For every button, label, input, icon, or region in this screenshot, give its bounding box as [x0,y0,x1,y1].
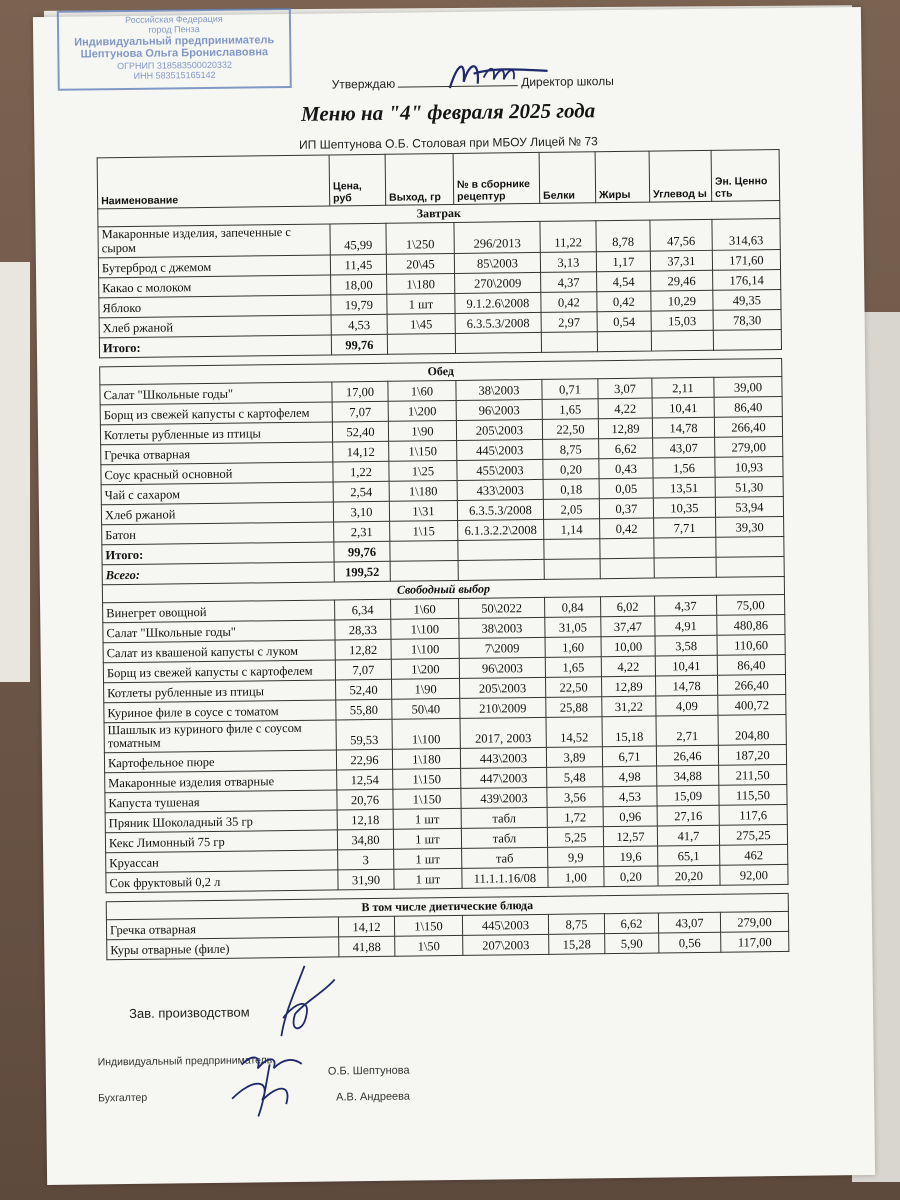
cell-name: Кекс Лимонный 75 гр [105,830,337,853]
cell-yield: 1\200 [388,400,456,421]
cell-price: 59,53 [336,719,392,750]
cell-yield: 1\25 [389,460,457,481]
cell-price: 52,40 [336,679,392,700]
ip-signature [221,1034,322,1119]
cell-protein: 9,9 [548,847,604,868]
cell-energy: 400,72 [718,694,786,715]
cell-yield: 1\100 [391,618,459,639]
cell-fat: 4,22 [601,656,655,677]
cell-price: 28,33 [335,619,391,640]
cell-carbs: 2,11 [652,377,714,398]
empty-cell [544,538,600,559]
empty-cell [544,558,600,579]
cell-carbs: 14,78 [652,417,714,438]
header-yield: Выход, гр [385,153,454,205]
cell-recipe: 270\2009 [455,272,541,293]
cell-fat: 4,54 [597,271,651,292]
empty-cell [541,331,597,352]
cell-energy: 266,40 [717,674,785,695]
cell-name: Котлеты рубленные из птицы [100,421,332,444]
cell-recipe: 455\2003 [457,459,543,480]
empty-cell [651,330,713,351]
cell-price: 7,07 [335,659,391,680]
empty-cell [387,333,455,354]
approval-role: Директор школы [521,74,614,90]
cell-protein: 1,65 [542,398,598,419]
cell-price: 17,00 [332,381,388,402]
cell-price: 22,96 [336,749,392,770]
cell-energy: 39,30 [716,516,784,537]
cell-recipe: 85\2003 [454,252,540,273]
cell-fat: 5,90 [605,933,659,954]
cell-recipe: 11.1.1.16/08 [462,867,548,888]
cell-recipe: 439\2003 [461,787,547,808]
cell-price: 14,12 [338,916,394,937]
cell-fat: 12,89 [601,676,655,697]
cell-recipe: 6.3.5.3/2008 [455,312,541,333]
cell-protein: 15,28 [549,934,605,955]
cell-price: 12,82 [335,639,391,660]
cell-fat: 0,42 [597,291,651,312]
empty-cell [600,538,654,559]
cell-protein: 14,52 [546,716,602,747]
cell-price: 11,45 [330,254,386,275]
total-value: 99,76 [334,541,390,562]
cell-name: Макаронные изделия отварные [105,770,337,793]
cell-fat: 19,6 [604,846,658,867]
cell-protein: 2,97 [541,311,597,332]
section-label: Свободный выбор [102,576,784,602]
cell-name: Пряник Шоколадный 35 гр [105,810,337,833]
cell-yield: 1\180 [389,480,457,501]
cell-fat: 3,07 [598,378,652,399]
cell-yield: 50\40 [392,698,460,719]
cell-energy: 115,50 [719,784,787,805]
ip-label: Индивидуальный предприниматель [97,1054,273,1069]
cell-energy: 462 [720,844,788,865]
cell-name: Сок фруктовый 0,2 л [106,870,338,893]
cell-recipe: 296/2013 [454,221,540,253]
cell-yield: 1 шт [394,848,462,869]
cell-fat: 8,78 [596,220,650,251]
cell-energy: 92,00 [720,864,788,885]
table-header [97,149,780,208]
cell-fat: 31,22 [602,696,656,717]
section-label: Обед [100,358,782,384]
cell-name: Чай с сахаром [101,481,333,504]
approval-label: Утверждаю [331,76,396,92]
cell-name: Гречка отварная [106,917,338,940]
menu-sheet [33,7,875,1185]
empty-cell [654,557,716,578]
cell-price: 3 [338,849,394,870]
cell-fat: 6,62 [599,438,653,459]
cell-yield: 1\180 [387,273,455,294]
cell-fat: 0,96 [603,806,657,827]
cell-name: Какао с молоком [99,274,331,297]
cell-price: 45,99 [330,223,386,254]
cell-energy: 176,14 [713,269,781,290]
empty-cell [458,539,544,560]
cell-name: Борщ из свежей капусты с картофелем [100,401,332,424]
cell-recipe: 50\2022 [459,597,545,618]
cell-carbs: 2,71 [656,715,718,746]
section-label: В том числе диетические блюда [106,893,788,919]
cell-protein: 0,84 [545,596,601,617]
stamp-line: Шептунова Ольга Брониславовна [80,46,269,61]
cell-energy: 110,60 [717,634,785,655]
cell-fat: 4,98 [603,766,657,787]
cell-name: Салат из квашеной капусты с луком [103,639,335,662]
cell-yield: 1\90 [388,420,456,441]
stamp-line: Индивидуальный предприниматель [74,33,275,49]
cell-name: Соус красный основной [101,461,333,484]
cell-energy: 53,94 [715,496,783,517]
cell-carbs: 43,07 [653,437,715,458]
cell-name: Хлеб ржаной [99,314,331,337]
cell-name: Борщ из свежей капусты с картофелем [103,659,335,682]
cell-price: 52,40 [332,421,388,442]
cell-fat: 0,37 [599,498,653,519]
cell-price: 12,54 [337,769,393,790]
cell-carbs: 20,20 [658,865,720,886]
empty-cell [654,537,716,558]
cell-energy: 211,50 [719,764,787,785]
cell-recipe: 443\2003 [460,747,546,768]
cell-yield: 1 шт [393,808,461,829]
cell-recipe: 6.1.3.2.2\2008 [458,519,544,540]
cell-name: Яблоко [99,294,331,317]
cell-yield: 1\50 [395,935,463,956]
cell-protein: 0,20 [543,458,599,479]
cell-carbs: 10,29 [651,290,713,311]
cell-yield: 1\60 [388,380,456,401]
cell-yield: 20\45 [386,253,454,274]
cell-protein: 4,37 [541,271,597,292]
cell-protein: 22,50 [542,418,598,439]
empty-cell [600,558,654,579]
cell-yield: 1 шт [393,828,461,849]
cell-energy: 86,40 [714,396,782,417]
accountant-label: Бухгалтер [98,1091,148,1105]
cell-yield: 1\200 [391,658,459,679]
header-carbs: Углевод ы [649,150,712,202]
cell-recipe: 207\2003 [463,934,549,955]
cell-yield: 1\90 [392,678,460,699]
cell-protein: 3,13 [540,251,596,272]
cell-protein: 31,05 [545,616,601,637]
cell-carbs: 3,58 [655,635,717,656]
cell-carbs: 65,1 [658,845,720,866]
stamp-line: Российская Федерация [125,13,223,25]
cell-recipe: 9.1.2.6\2008 [455,292,541,313]
cell-name: Салат "Школьные годы" [100,381,332,404]
cell-carbs: 47,56 [650,219,712,250]
cell-carbs: 37,31 [650,250,712,271]
header-protein: Белки [539,152,596,204]
cell-protein: 2,05 [543,498,599,519]
production-signature [264,961,345,1042]
header-recipe: № в сборнике рецептур [453,152,540,204]
cell-price: 41,88 [339,936,395,957]
cell-yield: 1\250 [386,222,454,253]
cell-name: Куры отварные (филе) [107,937,339,960]
cell-energy: 117,6 [719,804,787,825]
section-label: Завтрак [98,200,780,226]
cell-yield: 1\150 [394,915,462,936]
cell-price: 3,10 [333,501,389,522]
cell-price: 34,80 [337,829,393,850]
empty-cell [716,536,784,557]
cell-name: Котлеты рубленные из птицы [104,679,336,702]
cell-name: Картофельное пюре [104,750,336,773]
header-price: Цена, руб [329,154,386,206]
accountant-name: А.В. Андреева [336,1090,411,1104]
cell-carbs: 10,41 [655,655,717,676]
ip-stamp [57,8,292,91]
stamp-line: город Пенза [148,24,200,36]
cell-protein: 5,48 [547,767,603,788]
cell-fat: 0,42 [600,518,654,539]
cell-energy: 279,00 [720,911,788,932]
cell-yield: 1\100 [391,638,459,659]
cell-price: 1,22 [333,461,389,482]
cell-protein: 0,18 [543,478,599,499]
empty-cell [716,556,784,577]
cell-energy: 204,80 [718,714,786,745]
page-title: Меню на "4" февраля 2025 года [300,98,596,126]
cell-recipe: 7\2009 [459,637,545,658]
cell-energy: 75,00 [717,594,785,615]
cell-recipe: 445\2003 [462,914,548,935]
cell-yield: 1\60 [391,598,459,619]
cell-fat: 12,89 [598,418,652,439]
empty-cell [455,332,541,353]
cell-carbs: 7,71 [654,517,716,538]
cell-fat: 12,57 [603,826,657,847]
cell-yield: 1\180 [392,748,460,769]
cell-yield: 1\45 [387,313,455,334]
total-label: Итого: [102,541,334,564]
cell-carbs: 4,37 [655,595,717,616]
cell-name: Круассан [106,850,338,873]
cell-protein: 5,25 [547,827,603,848]
cell-carbs: 15,03 [651,310,713,331]
cell-fat: 0,05 [599,478,653,499]
empty-cell [597,331,651,352]
cell-recipe: 38\2003 [459,617,545,638]
cell-protein: 3,56 [547,787,603,808]
cell-price: 18,00 [331,274,387,295]
director-signature [443,53,553,94]
ip-name: О.Б. Шептунова [327,1064,410,1078]
cell-price: 7,07 [332,401,388,422]
header-name: Наименование [97,155,330,209]
cell-name: Гречка отварная [101,441,333,464]
cell-carbs: 14,78 [655,675,717,696]
cell-price: 6,34 [335,599,391,620]
total-label: Итого: [99,334,331,357]
cell-energy: 266,40 [714,416,782,437]
cell-energy: 171,60 [712,249,780,270]
cell-protein: 1,72 [547,807,603,828]
cell-energy: 275,25 [719,824,787,845]
cell-name: Бутерброд с джемом [98,254,330,277]
cell-fat: 0,54 [597,311,651,332]
cell-fat: 0,43 [599,458,653,479]
cell-fat: 6,71 [602,746,656,767]
cell-carbs: 10,35 [653,497,715,518]
cell-fat: 6,62 [604,913,658,934]
cell-price: 20,76 [337,789,393,810]
cell-energy: 86,40 [717,654,785,675]
cell-recipe: 38\2003 [456,379,542,400]
cell-energy: 187,20 [718,744,786,765]
cell-recipe: 447\2003 [461,767,547,788]
total-label: Всего: [102,561,334,584]
cell-energy: 314,63 [712,218,780,249]
cell-carbs: 26,46 [656,745,718,766]
cell-name: Хлеб ржаной [101,501,333,524]
cell-yield: 1\150 [393,788,461,809]
cell-price: 55,80 [336,699,392,720]
cell-carbs: 41,7 [657,825,719,846]
cell-energy: 78,30 [713,309,781,330]
cell-carbs: 34,88 [657,765,719,786]
cell-protein: 3,89 [546,747,602,768]
underlying-sheet-left [0,262,30,682]
cell-yield: 1\31 [389,500,457,521]
cell-protein: 0,71 [542,378,598,399]
cell-price: 19,79 [331,294,387,315]
cell-recipe: таб [462,847,548,868]
empty-cell [458,559,544,580]
cell-carbs: 15,09 [657,785,719,806]
cell-fat: 15,18 [602,716,656,747]
cell-recipe: табл [461,807,547,828]
cell-recipe: табл [461,827,547,848]
menu-table [97,149,790,960]
cell-protein: 0,42 [541,291,597,312]
cell-name: Куриное филе в соусе с томатом [104,699,336,722]
cell-name: Капуста тушеная [105,790,337,813]
cell-recipe: 6.3.5.3/2008 [457,499,543,520]
cell-name: Макаронные изделия, запеченные с сыром [98,224,330,257]
cell-yield: 1\150 [393,768,461,789]
cell-energy: 279,00 [715,436,783,457]
cell-protein: 22,50 [545,676,601,697]
cell-energy: 117,00 [721,931,789,952]
cell-protein: 8,75 [543,438,599,459]
cell-fat: 37,47 [601,616,655,637]
cell-fat: 10,00 [601,636,655,657]
cell-fat: 0,20 [604,866,658,887]
cell-price: 2,31 [334,521,390,542]
cell-price: 2,54 [333,481,389,502]
empty-cell [390,560,458,581]
header-energy: Эн. Ценно сть [711,149,780,201]
cell-protein: 11,22 [540,221,596,252]
total-value: 199,52 [334,561,390,582]
cell-energy: 39,00 [714,376,782,397]
cell-energy: 10,93 [715,456,783,477]
cell-fat: 4,22 [598,398,652,419]
cell-name: Винегрет овощной [103,599,335,622]
cell-protein: 1,14 [544,518,600,539]
cell-yield: 1 шт [394,868,462,889]
header-fat: Жиры [595,151,650,203]
cell-yield: 1\15 [390,520,458,541]
cell-protein: 8,75 [548,914,604,935]
cell-yield: 1\150 [389,440,457,461]
cell-energy: 51,30 [715,476,783,497]
cell-protein: 25,88 [546,696,602,717]
cell-energy: 480,86 [717,614,785,635]
cell-energy: 49,35 [713,289,781,310]
cell-price: 14,12 [333,441,389,462]
empty-cell [713,329,781,350]
cell-recipe: 205\2003 [456,419,542,440]
cell-recipe: 205\2003 [460,677,546,698]
cell-recipe: 96\2003 [456,399,542,420]
cell-fat: 1,17 [596,251,650,272]
cell-protein: 1,60 [545,636,601,657]
page-subtitle: ИП Шептунова О.Б. Столовая при МБОУ Лицей № 73 [299,134,598,152]
cell-carbs: 43,07 [658,912,720,933]
cell-carbs: 0,56 [659,932,721,953]
cell-name: Салат "Школьные годы" [103,619,335,642]
total-value: 99,76 [331,334,387,355]
stamp-line: ИНН 583515165142 [133,70,216,82]
cell-recipe: 2017, 2003 [460,717,546,749]
cell-name: Шашлык из куриного филе с соусом томатным [104,719,336,752]
cell-carbs: 4,09 [656,695,718,716]
cell-carbs: 4,91 [655,615,717,636]
cell-protein: 1,00 [548,867,604,888]
cell-price: 31,90 [338,869,394,890]
cell-carbs: 13,51 [653,477,715,498]
cell-price: 12,18 [337,809,393,830]
cell-recipe: 433\2003 [457,479,543,500]
cell-carbs: 1,56 [653,457,715,478]
cell-carbs: 29,46 [651,270,713,291]
stamp-line: ОГРНИП 318583500020332 [116,59,233,72]
cell-protein: 1,65 [545,656,601,677]
cell-carbs: 10,41 [652,397,714,418]
cell-recipe: 445\2003 [457,439,543,460]
cell-fat: 4,53 [603,786,657,807]
empty-cell [390,540,458,561]
production-manager-label: Зав. производством [128,1004,250,1022]
cell-carbs: 27,16 [657,805,719,826]
cell-recipe: 210\2009 [460,697,546,718]
cell-yield: 1\100 [392,718,460,749]
cell-fat: 6,02 [601,596,655,617]
cell-price: 4,53 [331,314,387,335]
cell-yield: 1 шт [387,293,455,314]
cell-recipe: 96\2003 [459,657,545,678]
cell-name: Батон [102,521,334,544]
